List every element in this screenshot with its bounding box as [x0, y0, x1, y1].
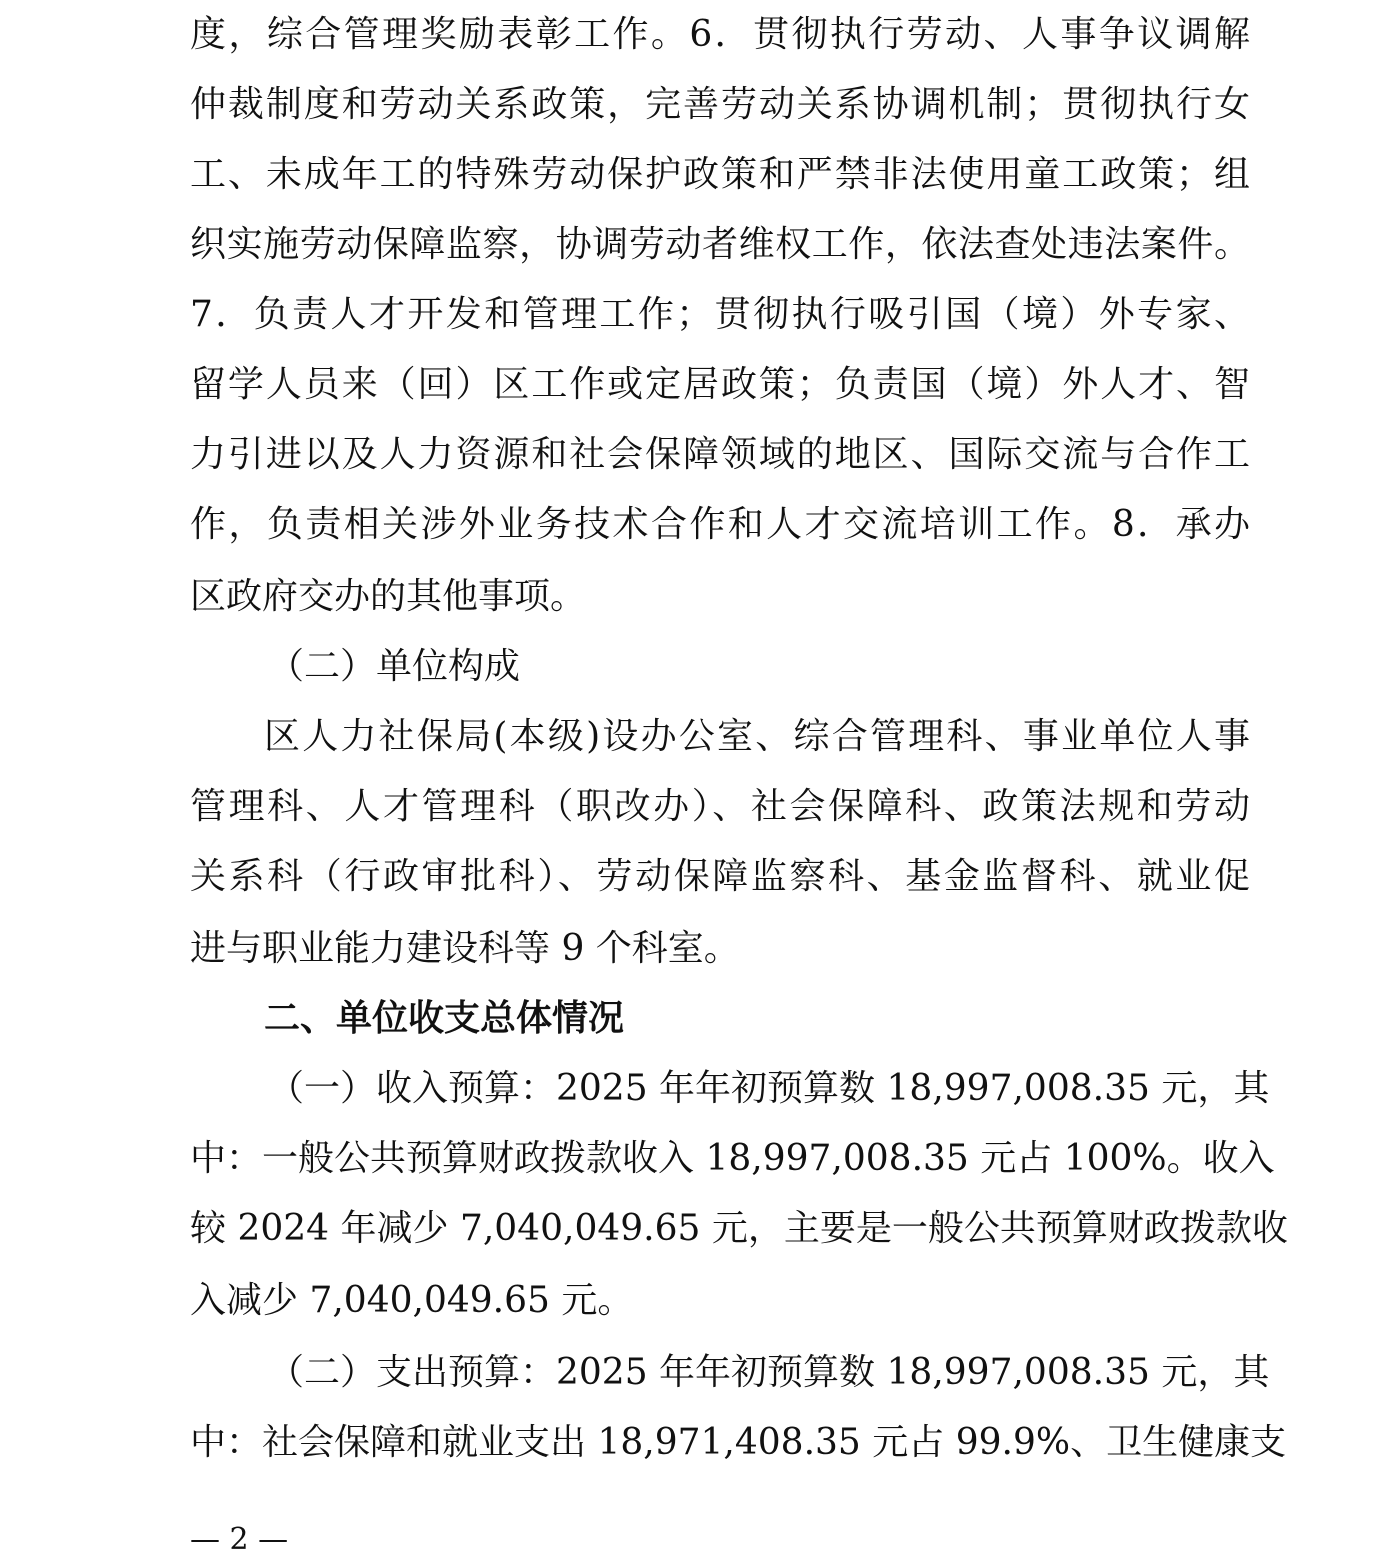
section-heading-income-expenditure: 二、单位收支总体情况: [264, 998, 625, 1039]
body-text-line: 度，综合管理奖励表彰工作。6．贯彻执行劳动、人事争议调解: [190, 14, 1250, 55]
body-text-line: 管理科、人才管理科（职改办）、社会保障科、政策法规和劳动: [190, 786, 1250, 827]
body-text-line: 织实施劳动保障监察，协调劳动者维权工作，依法查处违法案件。: [190, 224, 1250, 265]
body-text-line: 作，负责相关涉外业务技术合作和人才交流培训工作。8．承办: [190, 504, 1250, 545]
body-text-line: 工、未成年工的特殊劳动保护政策和严禁非法使用童工政策；组: [190, 154, 1250, 195]
body-text-line: 区政府交办的其他事项。: [190, 576, 587, 617]
body-text-line: 7．负责人才开发和管理工作；贯彻执行吸引国（境）外专家、: [190, 294, 1250, 335]
body-text-line: 进与职业能力建设科等 9 个科室。: [190, 928, 740, 969]
body-text-line: 关系科（行政审批科）、劳动保障监察科、基金监督科、就业促: [190, 856, 1250, 897]
page-number: — 2 —: [190, 1522, 289, 1557]
section-heading-unit-composition: （二）单位构成: [268, 646, 521, 687]
body-text-line: （二）支出预算：2025 年年初预算数 18,997,008.35 元，其: [268, 1352, 1270, 1393]
body-text-line: 入减少 7,040,049.65 元。: [190, 1280, 634, 1321]
body-text-line: 区人力社保局(本级)设办公室、综合管理科、事业单位人事: [264, 716, 1250, 757]
body-text-line: 仲裁制度和劳动关系政策，完善劳动关系协调机制；贯彻执行女: [190, 84, 1250, 125]
body-text-line: 留学人员来（回）区工作或定居政策；负责国（境）外人才、智: [190, 364, 1250, 405]
body-text-line: 较 2024 年减少 7,040,049.65 元，主要是一般公共预算财政拨款收: [190, 1208, 1288, 1249]
body-text-line: 力引进以及人力资源和社会保障领域的地区、国际交流与合作工: [190, 434, 1250, 475]
body-text-line: 中：一般公共预算财政拨款收入 18,997,008.35 元占 100%。收入: [190, 1138, 1275, 1179]
body-text-line: （一）收入预算：2025 年年初预算数 18,997,008.35 元，其: [268, 1068, 1270, 1109]
body-text-line: 中：社会保障和就业支出 18,971,408.35 元占 99.9%、卫生健康支: [190, 1422, 1287, 1463]
